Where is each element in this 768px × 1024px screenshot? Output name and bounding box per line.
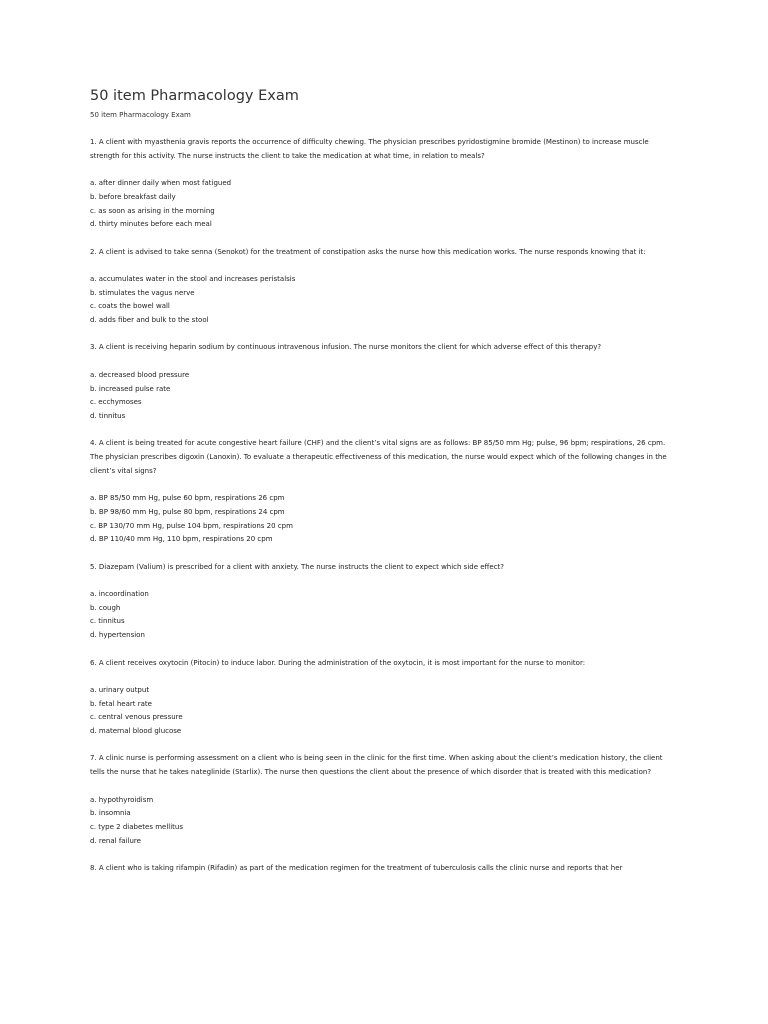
question-text: 3. A client is receiving heparin sodium by continuous intravenous infusion. The nurse monitors the client for which adverse effect of this therapy? (90, 343, 602, 352)
answer-options (90, 588, 680, 643)
question-4 (90, 437, 680, 547)
answer-option: c. coats the bowel wall (90, 302, 170, 311)
answer-options (90, 273, 680, 328)
question-text: 7. A clinic nurse is performing assessment on a client who is being seen in the clinic for the first time. When asking about the client’s medication history, the client tells the nurse that he takes nateglinide (Starlix). The nurse then questions the client about the presence of which disorder that is treated with this medication? (90, 754, 663, 777)
answer-option: d. thirty minutes before each meal (90, 220, 212, 229)
question-5 (90, 561, 680, 643)
answer-option: d. tinnitus (90, 411, 126, 420)
answer-options (90, 684, 680, 739)
answer-option: b. cough (90, 603, 121, 612)
answer-option: b. increased pulse rate (90, 384, 171, 393)
answer-option: c. ecchymoses (90, 398, 142, 407)
answer-option: d. maternal blood glucose (90, 727, 182, 736)
answer-option: c. BP 130/70 mm Hg, pulse 104 bpm, respirations 20 cpm (90, 521, 293, 530)
answer-options (90, 369, 680, 424)
answer-options (90, 492, 680, 547)
answer-option: c. as soon as arising in the morning (90, 206, 215, 215)
answer-option: c. central venous pressure (90, 713, 183, 722)
question-text: 5. Diazepam (Valium) is prescribed for a client with anxiety. The nurse instructs the client to expect which side effect? (90, 562, 504, 571)
question-6 (90, 657, 680, 739)
question-3 (90, 341, 680, 423)
answer-option: a. urinary output (90, 685, 150, 694)
answer-option: a. decreased blood pressure (90, 370, 190, 379)
question-text: 8. A client who is taking rifampin (Rifadin) as part of the medication regimen for the treatment of tuberculosis calls the clinic nurse and reports that her (90, 864, 623, 873)
question-8 (90, 862, 680, 876)
question-text: 4. A client is being treated for acute congestive heart failure (CHF) and the client’s vital signs are as follows: BP 85/50 mm Hg; pulse, 96 bpm; respirations, 26 cpm. The physician prescribes digoxin (Lanoxin). To evaluate a therapeutic effectiveness of this medication, the nurse would expect which of the following changes in the client’s vital signs? (90, 439, 667, 475)
question-text: 1. A client with myasthenia gravis reports the occurrence of difficulty chewing. The physician prescribes pyridostigmine bromide (Mestinon) to increase muscle strength for this activity. The nurse instructs the client to take the medication at what time, in relation to meals? (90, 138, 649, 160)
answer-option: a. accumulates water in the stool and increases peristalsis (90, 274, 296, 283)
question-1 (90, 136, 680, 232)
answer-option: d. renal failure (90, 836, 141, 845)
question-text: 2. A client is advised to take senna (Senokot) for the treatment of constipation asks the nurse how this medication works. The nurse responds knowing that it: (90, 247, 646, 256)
answer-option: a. BP 85/50 mm Hg, pulse 60 bpm, respirations 26 cpm (90, 494, 285, 503)
document-subtitle: 50 item Pharmacology Exam (90, 111, 191, 119)
answer-option: a. incoordination (90, 590, 149, 599)
answer-option: d. hypertension (90, 631, 145, 640)
answer-option: d. BP 110/40 mm Hg, 110 bpm, respirations 20 cpm (90, 535, 273, 544)
answer-option: b. stimulates the vagus nerve (90, 288, 195, 297)
answer-option: b. insomnia (90, 809, 131, 818)
answer-option: b. before breakfast daily (90, 192, 176, 201)
answer-option: b. fetal heart rate (90, 699, 152, 708)
answer-option: a. hypothyroidism (90, 795, 154, 804)
answer-option: b. BP 98/60 mm Hg, pulse 80 bpm, respirations 24 cpm (90, 507, 285, 516)
question-7 (90, 752, 680, 848)
answer-option: c. type 2 diabetes mellitus (90, 822, 183, 831)
question-list (90, 136, 680, 889)
question-text: 6. A client receives oxytocin (Pitocin) to induce labor. During the administration of the oxytocin, it is most important for the nurse to monitor: (90, 658, 586, 667)
page-title: 50 item Pharmacology Exam (90, 88, 299, 104)
answer-options (90, 794, 680, 849)
answer-option: c. tinnitus (90, 617, 125, 626)
answer-option: a. after dinner daily when most fatigued (90, 179, 232, 188)
answer-option: d. adds fiber and bulk to the stool (90, 316, 209, 325)
answer-options (90, 177, 680, 232)
question-2 (90, 246, 680, 328)
